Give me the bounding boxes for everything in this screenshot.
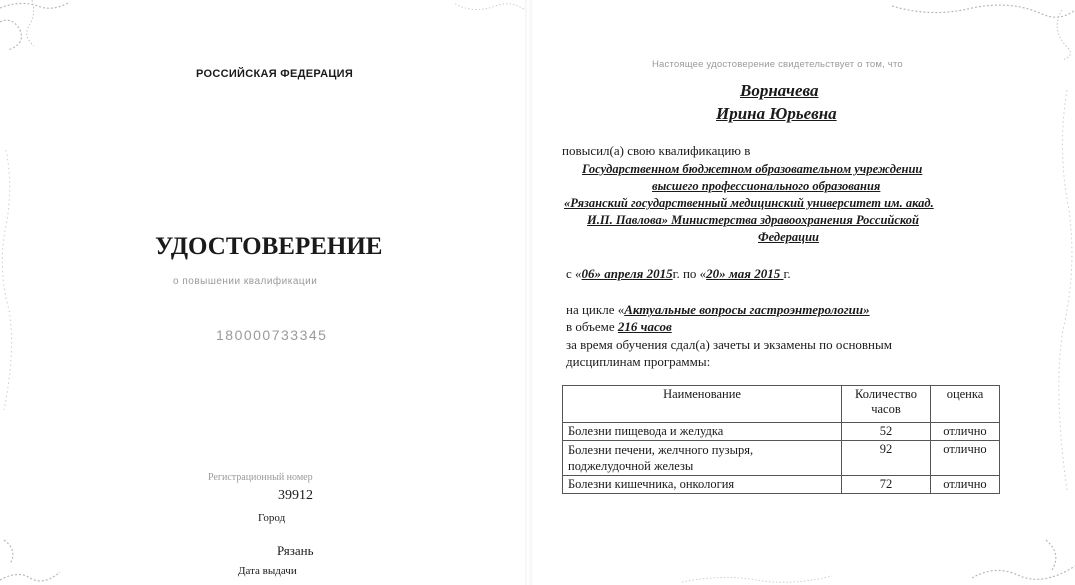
city-label: Город — [258, 512, 286, 524]
corner-ornament-top-right — [455, 0, 525, 40]
border-ornament-left — [0, 150, 30, 410]
period-to-day: 20 — [706, 266, 720, 281]
exams-line-2: дисциплинам программы: — [566, 354, 711, 369]
subject-grade: отлично — [931, 423, 1000, 441]
table-header-row — [563, 386, 1000, 423]
period-suffix: г. — [783, 266, 791, 281]
subject-grade: отлично — [931, 441, 1000, 476]
table-row — [563, 441, 1000, 476]
reg-number-label: Регистрационный номер — [208, 472, 313, 483]
document-title: УДОСТОВЕРЕНИЕ — [155, 233, 383, 260]
exams-line-1: за время обучения сдал(а) зачеты и экзамены по основным — [566, 337, 892, 352]
institution-line-4: И.П. Павлова» Министерства здравоохранения Российской — [587, 213, 919, 227]
header-name: Наименование — [563, 386, 842, 423]
volume-line — [566, 319, 672, 335]
table-row — [563, 476, 1000, 494]
institution-line-1: Государственном бюджетном образовательном учреждении — [582, 162, 923, 176]
city-value: Рязань — [277, 543, 314, 558]
document-subtitle: о повышении квалификации — [173, 276, 318, 287]
period-from-day: 06 — [581, 266, 595, 281]
institution-line-2: высшего профессионального образования — [652, 179, 881, 193]
holder-surname: Ворначева — [740, 81, 819, 100]
period-from-month: » апреля 2015 — [594, 266, 673, 281]
volume-prefix: в объеме — [566, 319, 618, 334]
institution-line-5: Федерации — [758, 230, 819, 244]
subject-hours: 92 — [842, 441, 931, 476]
period-mid: г. по « — [672, 266, 707, 281]
study-period — [566, 266, 791, 282]
subject-hours: 72 — [842, 476, 931, 494]
subject-grade: отлично — [931, 476, 1000, 494]
border-ornament-right — [1037, 90, 1075, 490]
subjects-table — [562, 385, 1000, 494]
qualified-text: повысил(а) свою квалификацию в — [562, 143, 751, 158]
header-hours: Количество часов — [842, 386, 931, 423]
subject-name: Болезни пищевода и желудка — [563, 423, 842, 441]
intro-text: Настоящее удостоверение свидетельствует о том, что — [652, 59, 903, 70]
issue-date-label: Дата выдачи — [238, 565, 297, 577]
holder-name: Ирина Юрьевна — [716, 104, 837, 123]
corner-ornament-bottom-left — [0, 520, 70, 585]
table-row — [563, 423, 1000, 441]
subject-hours: 52 — [842, 423, 931, 441]
period-from-prefix: с « — [566, 266, 582, 281]
subject-name: Болезни кишечника, онкология — [563, 476, 842, 494]
period-to-month: » мая 2015 — [719, 266, 784, 281]
header-grade: оценка — [931, 386, 1000, 423]
corner-ornament-bottom-right — [972, 520, 1075, 585]
cycle-line — [566, 302, 870, 318]
institution-line-3: «Рязанский государственный медицинский университет им. акад. — [564, 196, 934, 210]
reg-number-value: 39912 — [278, 488, 313, 503]
subject-name: Болезни печени, желчного пузыря, поджелудочной железы — [563, 441, 842, 476]
country-header: РОССИЙСКАЯ ФЕДЕРАЦИЯ — [196, 68, 354, 80]
cycle-prefix: на цикле « — [566, 302, 625, 317]
bottom-ornament — [682, 570, 832, 585]
serial-number: 180000733345 — [216, 327, 328, 343]
left-page — [0, 0, 525, 585]
page-gutter — [525, 0, 532, 585]
corner-ornament-top-left — [0, 0, 80, 60]
volume-value: 216 часов — [617, 319, 672, 334]
cycle-name: Актуальные вопросы гастроэнтерологии» — [624, 302, 870, 317]
corner-ornament-top-right — [872, 0, 1075, 60]
